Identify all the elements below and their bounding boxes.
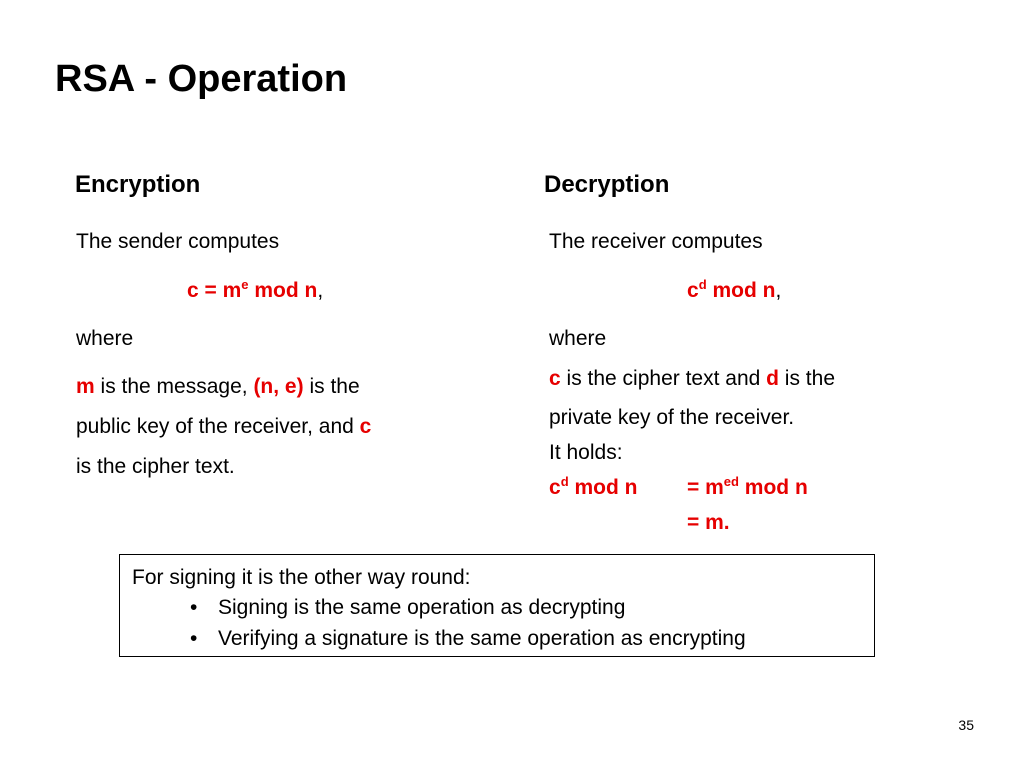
- decryption-desc-line2: private key of the receiver.: [549, 406, 795, 429]
- note-intro: For signing it is the other way round:: [132, 566, 471, 589]
- page-number: 35: [958, 717, 974, 733]
- note-bullet-1: [190, 596, 625, 620]
- formula-c: c: [687, 279, 699, 302]
- formula-exponent-e: e: [241, 277, 249, 292]
- desc-text: is the: [778, 367, 835, 390]
- eq-rhs-mod: mod n: [738, 476, 808, 499]
- note-bullet-2: [190, 627, 746, 651]
- eq-exponent-ed: ed: [723, 474, 739, 489]
- var-c: c: [359, 415, 372, 438]
- slide-title: RSA - Operation: [55, 58, 348, 100]
- encryption-desc-line3: is the cipher text.: [76, 455, 235, 478]
- var-c: c: [549, 367, 561, 390]
- formula-mod: mod n: [248, 279, 318, 302]
- encryption-formula: [187, 279, 323, 303]
- decryption-equation-rhs: [687, 476, 808, 500]
- decryption-equation-lhs: [549, 476, 637, 500]
- eq-c: c: [549, 476, 561, 499]
- eq-mod: mod n: [568, 476, 638, 499]
- bullet-text: Verifying a signature is the same operation as encrypting: [218, 627, 746, 650]
- signing-note-box: [119, 554, 875, 657]
- formula-exponent-d: d: [698, 277, 707, 292]
- formula-comma: ,: [317, 279, 324, 302]
- decryption-formula: [687, 279, 781, 303]
- var-d: d: [766, 367, 779, 390]
- desc-text: public key of the receiver, and: [76, 415, 360, 438]
- encryption-desc-line2: [76, 415, 371, 439]
- bullet-glyph: •: [190, 627, 198, 650]
- bullet-text: Signing is the same operation as decrypting: [218, 596, 626, 619]
- desc-text: is the cipher text and: [560, 367, 767, 390]
- decryption-equation-result: = m.: [687, 511, 730, 534]
- decryption-intro: The receiver computes: [549, 230, 763, 253]
- formula-comma: ,: [775, 279, 782, 302]
- formula-eq: = m: [198, 279, 242, 302]
- decryption-holds: It holds:: [549, 441, 623, 464]
- var-m: m: [76, 375, 95, 398]
- formula-mod: mod n: [706, 279, 776, 302]
- encryption-intro: The sender computes: [76, 230, 280, 253]
- eq-rhs: = m: [687, 476, 724, 499]
- encryption-desc-line1: [76, 375, 360, 399]
- formula-c: c: [187, 279, 199, 302]
- encryption-heading: Encryption: [75, 171, 201, 198]
- var-n-e: (n, e): [253, 375, 304, 398]
- bullet-glyph: •: [190, 596, 198, 619]
- decryption-desc-line1: [549, 367, 835, 391]
- decryption-where: where: [549, 327, 607, 350]
- decryption-heading: Decryption: [544, 171, 670, 198]
- desc-text: is the message,: [94, 375, 254, 398]
- eq-exponent-d: d: [560, 474, 569, 489]
- encryption-where: where: [76, 327, 134, 350]
- desc-text: is the: [303, 375, 360, 398]
